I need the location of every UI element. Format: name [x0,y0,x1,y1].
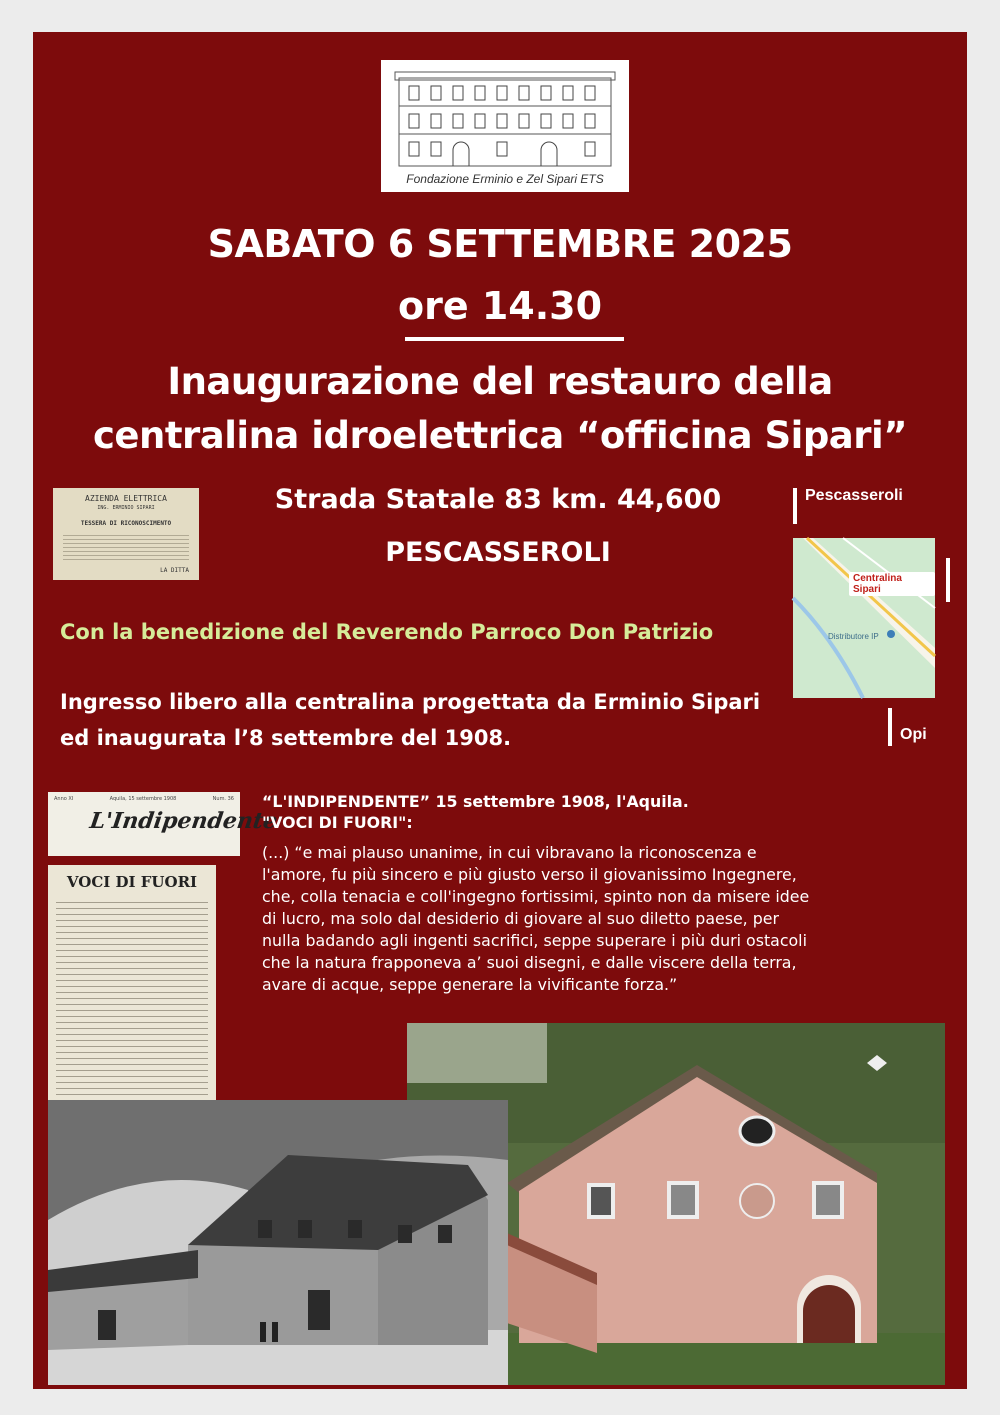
map-fuel-label: Distributore IP [828,632,879,641]
event-title-line1: Inaugurazione del restauro della [167,360,833,403]
newspaper-article-clipping [48,865,216,1115]
palazzo-drawing [389,64,621,170]
map-label-north: Pescasseroli [805,487,903,504]
card-title: AZIENDA ELETTRICA [85,494,167,503]
info-line2: ed inaugurata l’8 settembre del 1908. [60,726,512,750]
logo-caption: Fondazione Erminio e Zel Sipari ETS [406,172,604,186]
map-label-south: Opi [900,726,927,743]
historic-building-illustration [48,1100,508,1385]
quote-line: avare di acque, seppe generare la vivificante forza.” [262,975,678,994]
quote-line: l'amore, fu più sincero e più giusto verso il giovanissimo Ingegnere, [262,865,797,884]
newspaper-masthead: L'Indipendente [88,808,279,834]
event-date: SABATO 6 SETTEMBRE 2025 [207,222,793,266]
quote-source: “L'INDIPENDENTE” 15 settembre 1908, l'Aquila. [262,792,689,811]
historic-membership-card [53,488,199,580]
map-pin-label: Centralina Sipari [849,572,935,596]
quote-line: che, colla tenacia e coll'ingegno fortissimi, spinto non da misere idee [262,887,810,906]
map-graphic [793,538,935,698]
info-line1: Ingresso libero alla centralina progettata da Erminio Sipari [60,690,761,714]
photo-historic-building-1908 [48,1100,508,1385]
quote-line: nulla badando agli ingenti sacrifici, seppe superare i più duri ostacoli [262,931,807,950]
north-direction-tick [793,488,797,524]
quote-section: "VOCI DI FUORI": [262,813,413,832]
card-owner: ING. ERMINIO SIPARI [97,505,155,511]
quote-line: (...) “e mai plauso unanime, in cui vibravano la riconoscenza e [262,843,757,862]
location-map [793,538,935,698]
article-text-lines [56,897,208,1109]
event-time: ore 14.30 [397,284,603,328]
event-address: Strada Statale 83 km. 44,600 [274,484,722,515]
quote-line: di lucro, ma solo dal desiderio di giovare al suo diletto paese, per [262,909,779,928]
quote-line: che la natura frapponeva a’ suoi disegni, e dalle viscere della terra, [262,953,797,972]
clipping-header-row: Anno XI Aquila, 15 settembre 1908 Num. 36 [54,796,234,802]
blessing-text: Con la benedizione del Reverendo Parroco Don Patrizio [60,620,714,644]
card-signature: LA DITTA [160,567,189,574]
newspaper-masthead-clipping [48,792,279,856]
event-town: PESCASSEROLI [385,537,611,568]
divider [405,337,624,341]
foundation-logo [381,60,629,192]
card-text-lines [63,532,189,562]
article-heading: VOCI DI FUORI [66,873,198,891]
event-title-line2: centralina idroelettrica “officina Sipari” [92,414,908,457]
card-heading: TESSERA DI RICONOSCIMENTO [80,520,172,527]
south-direction-tick [888,708,892,746]
map-side-tick [946,558,950,602]
